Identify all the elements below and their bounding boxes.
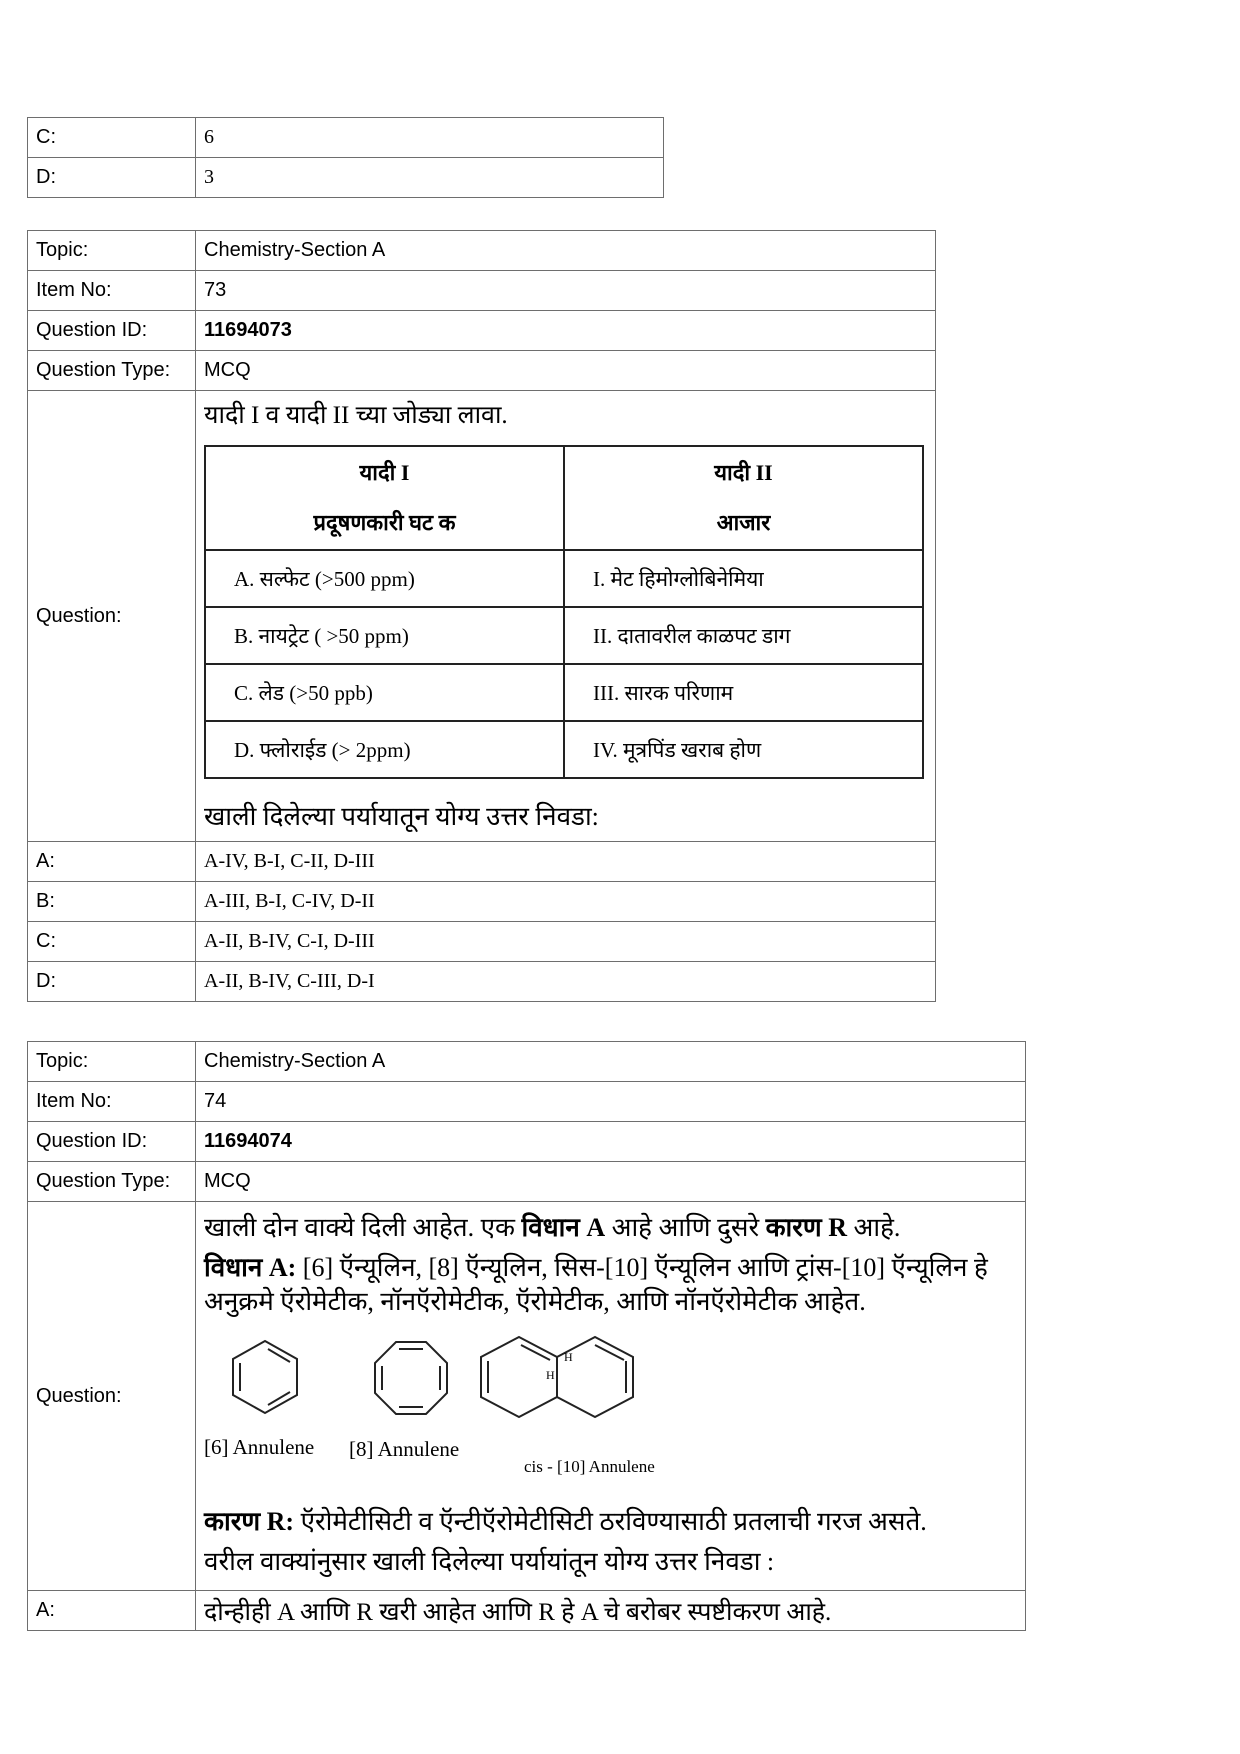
option-row (28, 842, 936, 882)
match-right: IV. मूत्रपिंड खराब होण (564, 721, 923, 778)
topic-value: Chemistry-Section A (196, 1042, 1026, 1082)
question-type-row (28, 351, 936, 391)
question-intro: यादी I व यादी II च्या जोड्या लावा. (204, 402, 508, 429)
question-body (196, 391, 936, 842)
topic-label: Topic: (28, 1042, 196, 1082)
benzene-structure (233, 1341, 297, 1413)
list1-header (205, 446, 564, 550)
annulene-figures (204, 1327, 1017, 1495)
question-id-row (28, 311, 936, 351)
intro-text: आहे. (847, 1213, 901, 1242)
match-left: D. फ्लोराईड (> 2ppm) (205, 721, 564, 778)
cis-10-annulene-structure (481, 1337, 633, 1417)
match-table (204, 445, 924, 779)
match-left: A. सल्फेट (>500 ppm) (205, 550, 564, 607)
option-value: A-II, B-IV, C-III, D-I (196, 962, 936, 1002)
match-left: B. नायट्रेट ( >50 ppm) (205, 607, 564, 664)
option-row (28, 922, 936, 962)
hydrogen-label: H (546, 1368, 555, 1382)
question-label: Question: (28, 1202, 196, 1591)
item-row (28, 1082, 1026, 1122)
item-value: 73 (196, 271, 936, 311)
match-row (205, 550, 923, 607)
question-type-value: MCQ (196, 1162, 1026, 1202)
topic-row (28, 231, 936, 271)
item-label: Item No: (28, 271, 196, 311)
match-row (205, 607, 923, 664)
option-value: 6 (196, 118, 664, 158)
option-row (28, 118, 664, 158)
assertion-term: विधान A (521, 1213, 606, 1242)
question-id-value: 11694073 (196, 311, 936, 351)
item-value: 74 (196, 1082, 1026, 1122)
option-key: D: (28, 962, 196, 1002)
question-type-row (28, 1162, 1026, 1202)
reason-label: कारण R: (204, 1507, 295, 1536)
question-row (28, 1202, 1026, 1591)
assertion-label: विधान A: (204, 1253, 297, 1282)
option-row (28, 158, 664, 198)
topic-row (28, 1042, 1026, 1082)
match-row (205, 664, 923, 721)
assertion-text: [6] ऍन्यूलिन, [8] ऍन्यूलिन, सिस-[10] ऍन्यूलिन आणि ट्रांस-[10] ऍन्यूलिन हे अनुक्रमे ऍरोमेटीक, नॉनऍरोमेटीक, ऍरोमेटीक, आणि नॉनऍरोमेटीक आहेत. (204, 1253, 988, 1316)
cis-annulene-label: cis - [10] Annulene (524, 1457, 655, 1476)
hydrogen-label: H (564, 1350, 573, 1364)
question-id-value: 11694074 (196, 1122, 1026, 1162)
option-value: A-II, B-IV, C-I, D-III (196, 922, 936, 962)
list2-header (564, 446, 923, 550)
reason-text: ऍरोमेटीसिटी व ऍन्टीऍरोमेटीसिटी ठरविण्यासाठी प्रतलाची गरज असते. (294, 1507, 927, 1536)
question-label: Question: (28, 391, 196, 842)
option-row (28, 882, 936, 922)
option-value: 3 (196, 158, 664, 198)
match-header-row (205, 446, 923, 550)
question-74-table (27, 1041, 1026, 1631)
option-value: A-III, B-I, C-IV, D-II (196, 882, 936, 922)
question-row (28, 391, 936, 842)
item-row (28, 271, 936, 311)
question-73-table (27, 230, 936, 1002)
cyclooctatetraene-structure (375, 1342, 447, 1414)
match-right: I. मेट हिमोग्लोबिनेमिया (564, 550, 923, 607)
question-id-label: Question ID: (28, 311, 196, 351)
question-intro (204, 1211, 1017, 1245)
list1-title: यादी I (359, 460, 410, 485)
previous-question-table (27, 117, 664, 198)
annulene-6-label: [6] Annulene (204, 1435, 315, 1459)
question-type-label: Question Type: (28, 1162, 196, 1202)
question-body (196, 1202, 1026, 1591)
match-right: III. सारक परिणाम (564, 664, 923, 721)
annulene-8-label: [8] Annulene (349, 1437, 460, 1461)
option-key: B: (28, 882, 196, 922)
intro-text: खाली दोन वाक्ये दिली आहेत. एक (204, 1213, 522, 1242)
option-value: दोन्हीही A आणि R खरी आहेत आणि R हे A चे बरोबर स्पष्टीकरण आहे. (196, 1591, 1026, 1631)
question-id-row (28, 1122, 1026, 1162)
reason-statement (204, 1505, 1017, 1539)
question-closing: वरील वाक्यांनुसार खाली दिलेल्या पर्यायांतून योग्य उत्तर निवडा : (204, 1547, 775, 1576)
option-key: A: (28, 842, 196, 882)
match-right: II. दातावरील काळपट डाग (564, 607, 923, 664)
match-row (205, 721, 923, 778)
match-left: C. लेड (>50 ppb) (205, 664, 564, 721)
list2-subtitle: आजार (716, 510, 771, 535)
list1-subtitle: प्रदूषणकारी घट क (313, 510, 456, 535)
reason-term: कारण R (765, 1213, 848, 1242)
intro-text: आहे आणि दुसरे (605, 1213, 766, 1242)
option-key: D: (28, 158, 196, 198)
option-key: C: (28, 118, 196, 158)
question-type-value: MCQ (196, 351, 936, 391)
option-row (28, 1591, 1026, 1631)
topic-value: Chemistry-Section A (196, 231, 936, 271)
item-label: Item No: (28, 1082, 196, 1122)
option-key: A: (28, 1591, 196, 1631)
assertion-statement (204, 1251, 1017, 1319)
question-type-label: Question Type: (28, 351, 196, 391)
option-row (28, 962, 936, 1002)
question-id-label: Question ID: (28, 1122, 196, 1162)
option-value: A-IV, B-I, C-II, D-III (196, 842, 936, 882)
list2-title: यादी II (714, 460, 773, 485)
question-closing: खाली दिलेल्या पर्यायातून योग्य उत्तर निवडा: (204, 802, 599, 831)
option-key: C: (28, 922, 196, 962)
topic-label: Topic: (28, 231, 196, 271)
